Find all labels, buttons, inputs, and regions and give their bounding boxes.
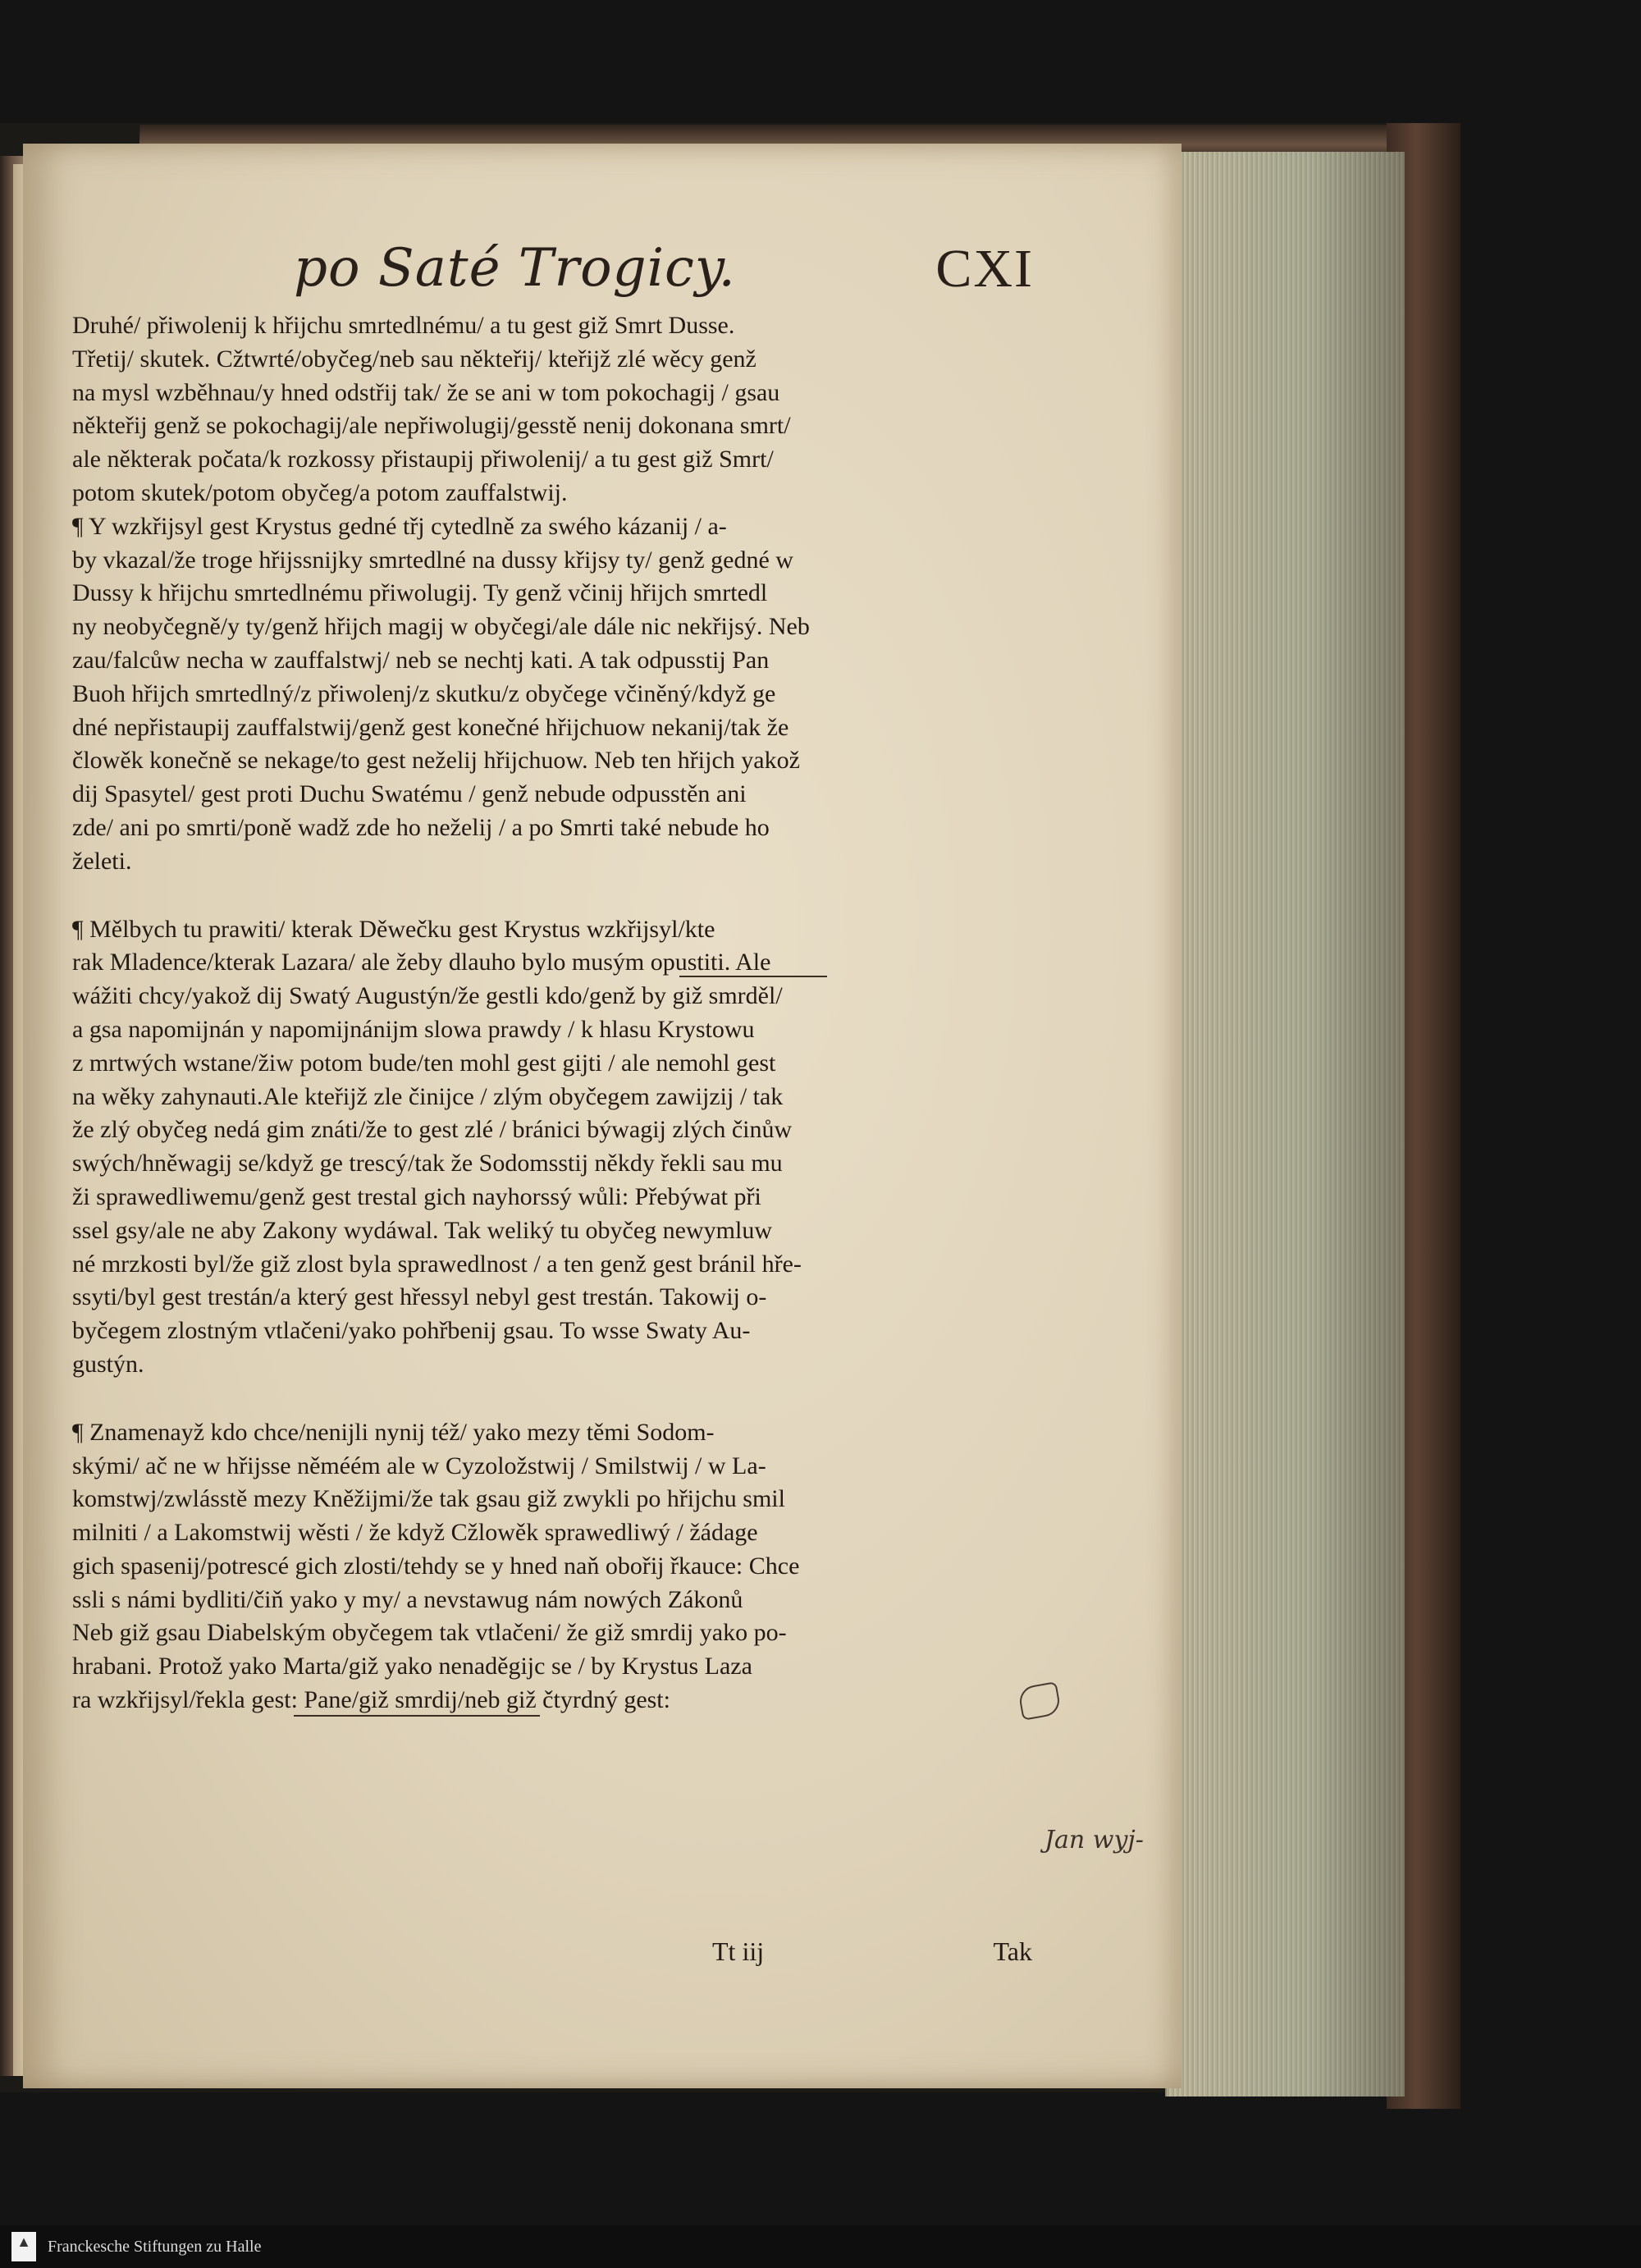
ink-underline bbox=[294, 1715, 540, 1717]
text-line: někteřij genž se pokochagij/ale nepřiwolugij/gesstě nenij dokonana smrt/ bbox=[72, 412, 791, 440]
text-line: rak Mladence/kterak Lazara/ ale žeby dlauho bylo musým opustiti. Ale bbox=[72, 949, 771, 976]
running-head: po Saté Trogicy. bbox=[294, 238, 736, 299]
text-line: komstwj/zwlásstě mezy Kněžijmi/že tak gsau giž zwykli po hřijchu smil bbox=[72, 1485, 785, 1513]
body-text bbox=[72, 309, 1032, 1717]
text-line: dij Spasytel/ gest proti Duchu Swatému / genž nebude odpusstěn ani bbox=[72, 780, 747, 808]
text-line: člowěk konečně se nekage/to gest neželij hřijchuow. Neb ten hřijch yakož bbox=[72, 747, 800, 775]
page-header bbox=[269, 238, 1034, 299]
footer-credit: Franckesche Stiftungen zu Halle bbox=[48, 2238, 262, 2256]
text-line: že zlý obyčeg nedá gim znáti/že to gest zlé / bránici býwagij zlých činůw bbox=[72, 1116, 793, 1144]
text-line: na mysl wzběhnau/y hned odstřij tak/ že se ani w tom pokochagij / gsau bbox=[72, 378, 780, 406]
ink-underline bbox=[679, 976, 827, 977]
text-line: ¶ Znamenayž kdo chce/nenijli nynij též/ yako mezy těmi Sodom- bbox=[72, 1418, 715, 1446]
text-line: zde/ ani po smrti/poně wadž zde ho neželij / a po Smrti také nebude ho bbox=[72, 813, 770, 841]
catchword: Tak bbox=[993, 1936, 1032, 1966]
text-line: swých/hněwagij se/když ge trescý/tak že Sodomsstij někdy řekli sau mu bbox=[72, 1150, 783, 1177]
page-edges-block bbox=[1165, 152, 1405, 2097]
text-line: ny neobyčegně/y ty/genž hřijch magij w obyčegi/ale dále nic nekřijsý. Neb bbox=[72, 613, 810, 641]
text-line: želeti. bbox=[72, 847, 132, 875]
text-line: milniti / a Lakomstwij wěsti / že když Cžlowěk sprawedliwý / žádage bbox=[72, 1519, 758, 1547]
text-line: potom skutek/potom obyčeg/a potom zauffalstwij. bbox=[72, 478, 568, 506]
text-line: ale některak počata/k rozkossy přistaupij přiwolenij/ a tu gest giž Smrt/ bbox=[72, 446, 774, 473]
text-line: ssli s námi bydliti/čiň yako y my/ a nevstawug nám nowých Zákonů bbox=[72, 1585, 743, 1613]
text-line: né mrzkosti byl/že giž zlost byla sprawedlnost / a ten genž gest bránil hře- bbox=[72, 1250, 802, 1278]
text-line: ¶ Y wzkřijsyl gest Krystus gedné třj cytedlně za swého kázanij / a- bbox=[72, 512, 727, 540]
text-line: by vkazal/že troge hřijssnijky smrtedlné na dussy křijsy ty/ genž gedné w bbox=[72, 546, 793, 574]
text-line: Třetij/ skutek. Cžtwrté/obyčeg/neb sau někteřij/ kteřijž zlé wěcy genž bbox=[72, 345, 757, 373]
text-line: Neb giž gsau Diabelským obyčegem tak vtlačeni/ že giž smrdij yako po- bbox=[72, 1619, 787, 1647]
text-line: hrabani. Protož yako Marta/giž yako nenaděgijc se / by Krystus Laza bbox=[72, 1653, 752, 1680]
marginal-note: Jan wyj- bbox=[1044, 1826, 1144, 1854]
footer-bar bbox=[0, 2225, 1641, 2268]
text-line: ra wzkřijsyl/řekla gest: Pane/giž smrdij/neb giž čtyrdný gest: bbox=[72, 1686, 670, 1714]
signature-mark: Tt iij bbox=[712, 1936, 765, 1966]
book-page bbox=[23, 144, 1182, 2088]
text-line: Druhé/ přiwolenij k hřijchu smrtedlnému/ a tu gest giž Smrt Dusse. bbox=[72, 312, 735, 339]
text-line: Buoh hřijch smrtedlný/z přiwolenj/z skutku/z obyčege včiněný/když ge bbox=[72, 679, 776, 707]
text-line: a gsa napomijnán y napomijnánijm slowa prawdy / k hlasu Krystowu bbox=[72, 1015, 755, 1043]
paragraph-3 bbox=[72, 913, 1032, 1382]
text-line: ¶ Mělbych tu prawiti/ kterak Děwečku gest Krystus wzkřijsyl/kte bbox=[72, 915, 715, 943]
text-line: Dussy k hřijchu smrtedlnému přiwolugij. Ty genž včinij hřijch smrtedl bbox=[72, 579, 768, 607]
paragraph-gap bbox=[72, 1382, 1032, 1416]
institution-logo-icon bbox=[11, 2232, 36, 2261]
folio-number: CXI bbox=[935, 239, 1034, 299]
paragraph-2 bbox=[72, 510, 1032, 879]
text-line: ssel gsy/ale ne aby Zakony wydáwal. Tak weliký tu obyčeg newymluw bbox=[72, 1216, 772, 1244]
text-line: wážiti chcy/yakož dij Swatý Augustýn/že gestli kdo/genž by giž smrděl/ bbox=[72, 982, 783, 1010]
text-line: byčegem zlostným vtlačeni/yako pohřbenij gsau. To wsse Swaty Au- bbox=[72, 1317, 751, 1345]
paragraph-4 bbox=[72, 1416, 1032, 1717]
text-line: skými/ ač ne w hřijsse něméém ale w Cyzoložstwij / Smilstwij / w La- bbox=[72, 1452, 766, 1479]
text-line: na wěky zahynauti.Ale kteřijž zle činijce / zlým obyčegem zawijzij / tak bbox=[72, 1082, 784, 1110]
text-line: z mrtwých wstane/žiw potom bude/ten mohl gest gijti / ale nemohl gest bbox=[72, 1049, 776, 1077]
paragraph-gap bbox=[72, 879, 1032, 913]
text-line: zau/falcůw necha w zauffalstwj/ neb se nechtj kati. A tak odpusstij Pan bbox=[72, 646, 770, 674]
logo-glyph: ▲ bbox=[16, 2234, 31, 2250]
text-line: dné nepřistaupij zauffalstwij/genž gest konečné hřijchuow nekanij/tak že bbox=[72, 713, 789, 741]
text-line: gustýn. bbox=[72, 1350, 144, 1378]
text-line: ssyti/byl gest trestán/a který gest hřessyl nebyl gest trestán. Takowij o- bbox=[72, 1283, 767, 1311]
text-line: gich spasenij/potrescé gich zlosti/tehdy se y hned naň obořij řkauce: Chce bbox=[72, 1552, 800, 1580]
text-line: ži sprawedliwemu/genž gest trestal gich nayhorssý wůli: Přebýwat při bbox=[72, 1182, 761, 1210]
paragraph-1 bbox=[72, 309, 1032, 510]
catchline bbox=[712, 1936, 1032, 1973]
